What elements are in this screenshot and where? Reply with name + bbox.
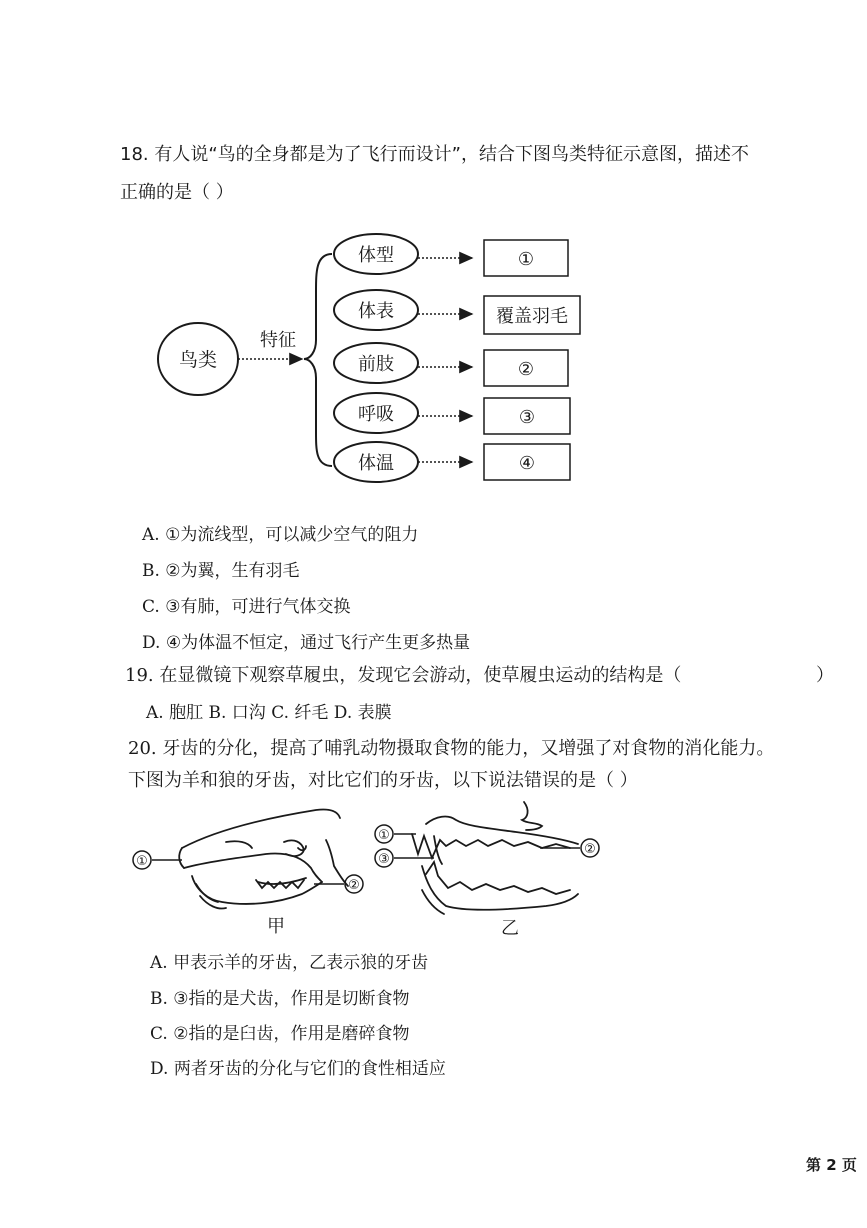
q19-options: A. 胞肛 B. 口沟 C. 纤毛 D. 表膜 xyxy=(146,703,392,723)
q20-stem-line1: 20. 牙齿的分化，提高了哺乳动物摄取食物的能力，又增强了对食物的消化能力。 xyxy=(128,738,775,759)
q18-stem-line1: 18. 有人说“鸟的全身都是为了飞行而设计”，结合下图鸟类特征示意图，描述不 xyxy=(120,144,749,165)
sheep-skull-drawing xyxy=(179,809,348,908)
q18-option-c: C. ③有肺，可进行气体交换 xyxy=(142,597,351,617)
feature-label: 前肢 xyxy=(358,354,394,375)
edge-label: 特征 xyxy=(260,330,296,351)
page-number: 第 2 页 xyxy=(806,1156,857,1174)
wolf-skull-drawing xyxy=(412,802,578,914)
feature-label: 体型 xyxy=(358,245,394,266)
caption-jia: 甲 xyxy=(267,916,285,937)
teeth-figure xyxy=(126,796,616,946)
feature-node-2 xyxy=(334,290,580,334)
feature-node-4 xyxy=(334,393,570,434)
result-label: ④ xyxy=(518,453,536,474)
wolf-marker-2: ② xyxy=(584,842,596,857)
result-label: ② xyxy=(517,359,535,380)
feature-node-3 xyxy=(334,343,568,386)
q18-stem-line2: 正确的是（ ） xyxy=(120,182,234,203)
sheep-marker-2: ② xyxy=(348,878,360,893)
wolf-marker-3: ③ xyxy=(378,852,390,867)
bird-feature-diagram xyxy=(150,222,610,494)
feature-node-1 xyxy=(334,234,568,276)
q19-stem: 19. 在显微镜下观察草履虫，发现它会游动，使草履虫运动的结构是（ xyxy=(125,665,682,686)
result-label: ③ xyxy=(518,407,536,428)
q20-option-b: B. ③指的是犬齿，作用是切断食物 xyxy=(150,989,410,1009)
result-label: ① xyxy=(517,249,535,270)
wolf-marker-1: ① xyxy=(378,828,390,843)
q19-paren-close: ） xyxy=(816,665,834,686)
q20-option-a: A. 甲表示羊的牙齿，乙表示狼的牙齿 xyxy=(150,953,429,973)
q18-option-a: A. ①为流线型，可以减少空气的阻力 xyxy=(142,525,419,545)
result-label: 覆盖羽毛 xyxy=(496,306,568,327)
feature-label: 体表 xyxy=(358,301,394,322)
caption-yi: 乙 xyxy=(501,918,519,939)
q18-option-d: D. ④为体温不恒定，通过飞行产生更多热量 xyxy=(142,633,471,653)
sheep-marker-1: ① xyxy=(136,854,148,869)
q20-stem-line2: 下图为羊和狼的牙齿，对比它们的牙齿，以下说法错误的是（ ） xyxy=(128,770,638,791)
feature-node-5 xyxy=(334,442,570,482)
q20-option-c: C. ②指的是臼齿，作用是磨碎食物 xyxy=(150,1024,410,1044)
feature-label: 体温 xyxy=(358,453,394,474)
q20-option-d: D. 两者牙齿的分化与它们的食性相适应 xyxy=(150,1059,446,1079)
feature-label: 呼吸 xyxy=(358,404,394,425)
q18-option-b: B. ②为翼，生有羽毛 xyxy=(142,561,300,581)
feature-brace xyxy=(304,254,332,466)
root-node-label: 鸟类 xyxy=(178,349,218,371)
